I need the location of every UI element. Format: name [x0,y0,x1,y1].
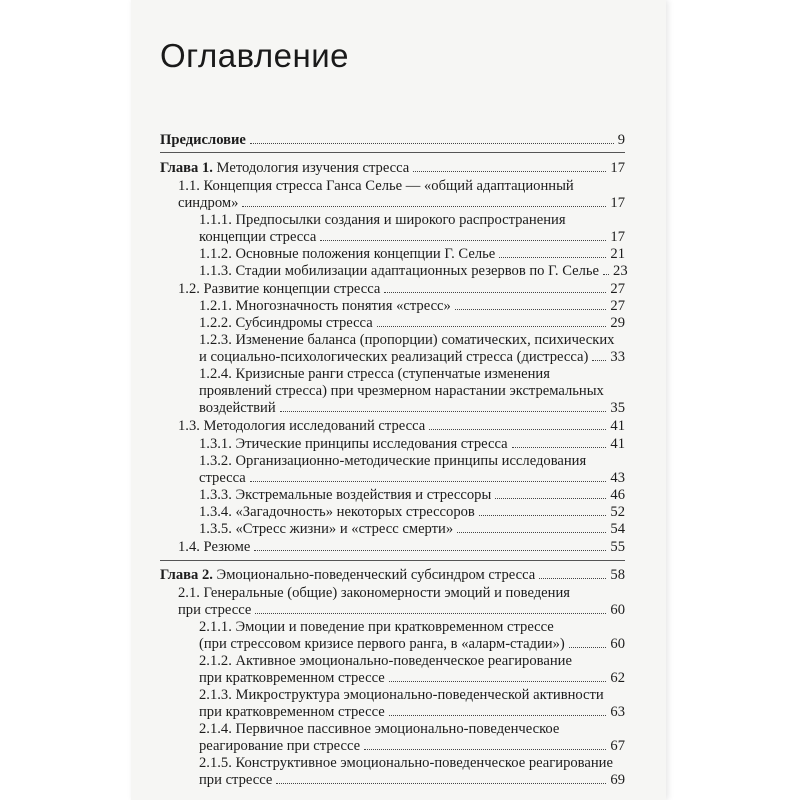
toc-entry-2-1-4-line1 [199,721,625,737]
toc-page-number: 41 [610,418,625,434]
toc-entry-text: 2.1.5. Конструктивное эмоционально-поведенческое реагирование [199,755,613,771]
toc-entry-text: 1.1.3. Стадии мобилизации адаптационных резервов по Г. Селье [199,263,600,279]
toc-entry-1-3-2-line2 [199,470,625,486]
toc-page-number: 46 [610,487,625,503]
toc-page-number: 58 [610,567,625,583]
toc-entry-text: 1.4. Резюме [178,539,251,555]
toc-entry-text: синдром» [178,195,239,211]
toc-page-number: 67 [610,738,625,754]
toc-entry-2-1-5-line2 [199,772,625,788]
toc-entry-text: реагирование при стрессе [199,738,361,754]
toc-entry-text: при кратковременном стрессе [199,670,385,686]
separator-rule [160,152,625,153]
toc-entry-text [160,160,409,176]
dot-leader [457,532,606,533]
chapter-label: Глава 2. [160,567,213,583]
toc-entry-1-3-5 [199,521,625,537]
toc-entry-text: 1.3.2. Организационно-методические принципы исследования [199,453,587,469]
toc-entry-text: 1.2. Развитие концепции стресса [178,281,381,297]
toc-page-number: 52 [610,504,625,520]
toc-entry-text: 1.2.1. Многозначность понятия «стресс» [199,298,451,314]
toc-page-number: 63 [610,704,625,720]
dot-leader [384,292,606,293]
toc-entry-1-2-4-line2 [199,383,625,399]
toc-entry-text: 1.3.5. «Стресс жизни» и «стресс смерти» [199,521,454,537]
chapter-title: Эмоционально-поведенческий субсиндром стресса [212,567,536,583]
toc-entry-2-1-2-line2 [199,670,625,686]
toc-entry-2-1-3-line1 [199,687,625,703]
toc-entry-text: 2.1.4. Первичное пассивное эмоционально-поведенческое [199,721,560,737]
toc-entry-text: 1.1.2. Основные положения концепции Г. Селье [199,246,496,262]
toc-page-number: 33 [610,349,625,365]
toc-entry-1-2-1 [199,298,625,314]
dot-leader [603,274,609,275]
toc-entry-1-2-3-line1 [199,332,625,348]
dot-leader [389,681,607,682]
dot-leader [255,613,606,614]
toc-page-number: 55 [610,539,625,555]
dot-leader [280,411,607,412]
toc-entry-2-1-4-line2 [199,738,625,754]
toc-entry-text: 2.1.2. Активное эмоционально-поведенческое реагирование [199,653,572,669]
toc-page-number: 35 [610,400,625,416]
dot-leader [254,550,606,551]
toc-page-number: 17 [610,160,625,176]
toc-entry-text: 1.3.1. Этические принципы исследования стресса [199,436,508,452]
toc-entry-text: (при стрессовом кризисе первого ранга, в «аларм-стадии») [199,636,565,652]
toc-entry-1-1-line2 [178,195,625,211]
chapter-title: Методология изучения стресса [212,160,410,176]
dot-leader [413,171,606,172]
toc-page-number: 54 [610,521,625,537]
toc-entry-text: и социально-психологических реализаций стресса (дистресса) [199,349,589,365]
toc-entry-text: при стрессе [178,602,252,618]
toc-page-number: 27 [610,298,625,314]
toc-entry-1-1-1-line2 [199,229,625,245]
toc-entry-2-1-1-line2 [199,636,625,652]
toc-entry-2-1-2-line1 [199,653,625,669]
toc-page-number: 9 [617,132,625,148]
toc-entry-1-1-3 [199,263,628,279]
toc-entry-text: 1.3.4. «Загадочность» некоторых стрессоров [199,504,475,520]
toc-entry-label: Предисловие [160,132,246,148]
toc-page-number: 69 [610,772,625,788]
toc-entry-1-1-1-line1 [199,212,625,228]
toc-page-number: 60 [610,636,625,652]
toc-entry-1-2-2 [199,315,625,331]
toc-entry-text: 1.1. Концепция стресса Ганса Селье — «общий адаптационный [178,178,574,194]
dot-leader [592,360,606,361]
dot-leader [377,326,607,327]
toc-entry-text: 1.3.3. Экстремальные воздействия и стрессоры [199,487,492,503]
dot-leader [539,578,606,579]
toc-entry-text: концепции стресса [199,229,317,245]
toc-entry-text: 1.2.2. Субсиндромы стресса [199,315,373,331]
toc-page-number: 43 [610,470,625,486]
toc-page-number: 60 [610,602,625,618]
dot-leader [512,447,607,448]
toc-entry-2-1-3-line2 [199,704,625,720]
toc-entry-text: 1.1.1. Предпосылки создания и широкого распространения [199,212,566,228]
chapter-label: Глава 1. [160,160,213,176]
toc-page-number: 27 [610,281,625,297]
toc-entry-1-3-3 [199,487,625,503]
toc-entry-1-2-3-line2 [199,349,625,365]
toc-entry-text: при кратковременном стрессе [199,704,385,720]
dot-leader [364,749,606,750]
toc-entry-2-1-line2 [178,602,625,618]
dot-leader [389,715,607,716]
toc-entry-2-1-1-line1 [199,619,625,635]
dot-leader [242,206,606,207]
toc-entry-1-2-4-line1 [199,366,625,382]
dot-leader [429,429,606,430]
toc-entry-text: 1.2.4. Кризисные ранги стресса (ступенчатые изменения [199,366,550,382]
toc-entry-1-3-4 [199,504,625,520]
toc-entry-text: стресса [199,470,246,486]
toc-entry-text [160,567,535,583]
toc-entry-1-3 [178,418,625,434]
toc-entry-chapter-1 [160,160,625,176]
toc-entry-text: 2.1.1. Эмоции и поведение при кратковременном стрессе [199,619,554,635]
toc-entry-1-3-1 [199,436,625,452]
dot-leader [250,481,607,482]
toc-page-number: 21 [610,246,625,262]
toc-entry-text: при стрессе [199,772,273,788]
toc-entry-1-3-2-line1 [199,453,625,469]
toc-entry-text: 2.1.3. Микроструктура эмоционально-поведенческой активности [199,687,604,703]
dot-leader [495,498,606,499]
dot-leader [250,143,614,144]
separator-rule [160,560,625,561]
dot-leader [320,240,606,241]
toc-entry-preface [160,132,625,148]
toc-page-number: 41 [610,436,625,452]
toc-entry-1-4 [178,539,625,555]
toc-page-number: 17 [610,195,625,211]
toc-entry-text: проявлений стресса) при чрезмерном нарастании экстремальных [199,383,604,399]
dot-leader [499,257,606,258]
dot-leader [276,783,606,784]
toc-entry-1-1-line1 [178,178,625,194]
toc-entry-1-1-2 [199,246,625,262]
toc-entry-1-2 [178,281,625,297]
dot-leader [479,515,607,516]
toc-page-number: 17 [610,229,625,245]
dot-leader [569,647,607,648]
toc-entry-text: 1.3. Методология исследований стресса [178,418,426,434]
toc-entry-text: 1.2.3. Изменение баланса (пропорции) соматических, психических [199,332,615,348]
toc-entry-text: 2.1. Генеральные (общие) закономерности эмоций и поведения [178,585,570,601]
page-title: Оглавление [160,37,349,74]
toc-entry-2-1-line1 [178,585,625,601]
toc-page-number: 29 [610,315,625,331]
toc-entry-text: воздействий [199,400,276,416]
toc-page-number: 23 [613,263,628,279]
toc-entry-2-1-5-line1 [199,755,625,771]
dot-leader [455,309,607,310]
toc-entry-chapter-2 [160,567,625,583]
toc-page-number: 62 [610,670,625,686]
toc-entry-1-2-4-line3 [199,400,625,416]
